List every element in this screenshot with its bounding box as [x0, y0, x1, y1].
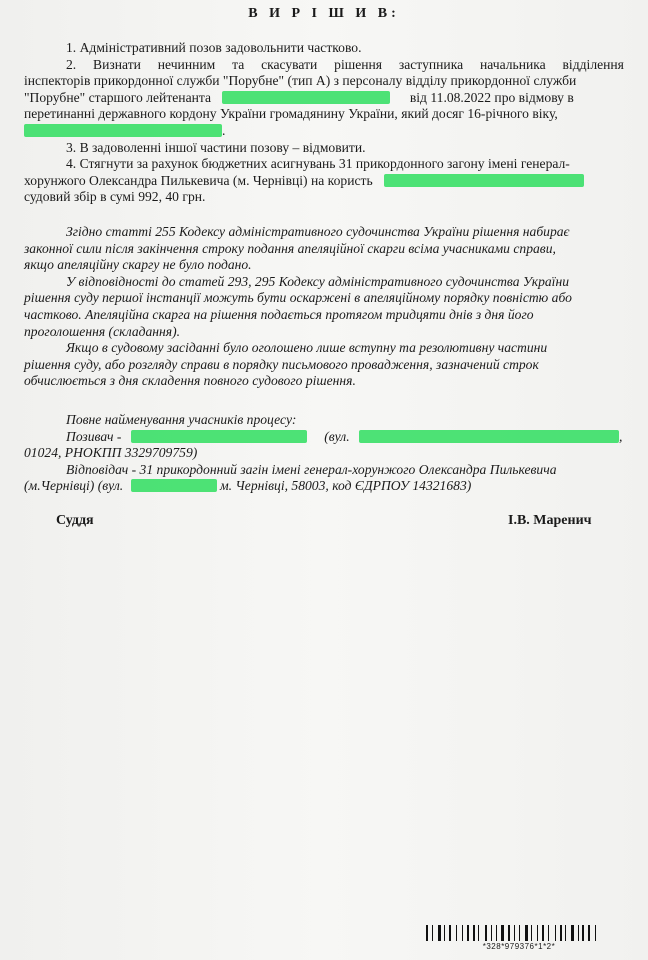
- barcode-bar: [456, 925, 457, 941]
- redaction-plaintiff-name: [131, 430, 307, 443]
- barcode-bar: [514, 925, 515, 941]
- barcode-bar: [597, 925, 598, 941]
- barcode-bar: [488, 925, 489, 941]
- barcode-bar: [476, 925, 477, 941]
- barcode-bar: [529, 925, 530, 941]
- notice-p3-line-3: обчислюється з дня складення повного судового рішення.: [24, 373, 356, 389]
- barcode-bar: [434, 925, 436, 941]
- barcode-bar: [555, 925, 556, 941]
- barcode-bar: [586, 925, 587, 941]
- barcode-bar: [548, 925, 549, 941]
- decision-item-2-line-3: "Порубне" старшого лейтенанта від 11.08.2022 про відмову в: [24, 89, 574, 105]
- decision-items: [24, 40, 624, 206]
- barcode-bar: [481, 925, 484, 941]
- participants-heading: Повне найменування учасників процесу:: [66, 412, 297, 427]
- barcode-bar: [493, 925, 495, 941]
- notice-p2-line-1: У відповідності до статей 293, 295 Кодексу адміністративного судочинства України: [66, 273, 569, 289]
- redaction-officer-name: [222, 91, 390, 104]
- redaction-plaintiff-address: [359, 430, 619, 443]
- barcode-bar: [438, 925, 441, 941]
- barcode-bar: [534, 925, 536, 941]
- plaintiff-line-2: 01024, РНОКПП 3329709759): [24, 445, 198, 461]
- barcode-bar: [452, 925, 454, 941]
- barcode-bar: [591, 925, 593, 941]
- appeal-notice: [24, 224, 624, 390]
- decision-title: В И Р І Ш И В:: [248, 6, 400, 21]
- decision-item-3: 3. В задоволенні іншої частини позову – відмовити.: [66, 139, 366, 155]
- signature-role: Суддя: [56, 513, 94, 528]
- barcode-bar: [449, 925, 451, 941]
- barcode-bar: [473, 925, 475, 941]
- barcode-bar: [563, 925, 564, 941]
- barcode-bar: [447, 925, 448, 941]
- decision-item-4-line-2: хорунжого Олександра Пилькевича (м. Чернівці) на користь: [24, 173, 624, 190]
- barcode-bar: [508, 925, 510, 941]
- notice-p2-line-4: проголошення (складання).: [24, 323, 181, 339]
- redaction-recipient-name: [384, 174, 584, 187]
- judge-name: І.В. Маренич: [508, 513, 592, 528]
- notice-p1-line-1: Згідно статті 255 Кодексу адміністративного судочинства України рішення набирає: [66, 224, 570, 239]
- barcode-bar: [595, 925, 596, 941]
- decision-item-4-line-1: 4. Стягнути за рахунок бюджетних асигнувань 31 прикордонного загону імені генерал-: [66, 156, 570, 172]
- barcode-bar: [582, 925, 584, 941]
- barcode-bar: [525, 925, 528, 941]
- participants: [24, 412, 624, 495]
- notice-p1-line-3: якщо апеляційну скаргу не було подано.: [24, 257, 252, 273]
- notice-p2-line-3: частково. Апеляційна скарга на рішення подається протягом тридцяти днів з дня його: [24, 306, 534, 322]
- barcode-bar: [432, 925, 433, 941]
- barcode-bar: [560, 925, 562, 941]
- barcode-bar: [537, 925, 538, 941]
- barcode-bar: [505, 925, 506, 941]
- decision-item-4-line-3: судовий збір в сумі 992, 40 грн.: [24, 189, 206, 205]
- barcode-bar: [478, 925, 479, 941]
- barcode-bar: [588, 925, 590, 941]
- notice-p3-line-1: Якщо в судовому засіданні було оголошено лише вступну та резолютивну частини: [66, 340, 548, 356]
- barcode-bar: [467, 925, 469, 941]
- barcode-bar: [430, 925, 431, 941]
- barcode-bar: [545, 925, 547, 941]
- barcode-bar: [557, 925, 558, 941]
- barcode-bar: [531, 925, 532, 941]
- barcode-text: *328*979376*1*2*: [482, 942, 556, 951]
- barcode-bar: [426, 925, 428, 941]
- barcode-bar: [462, 925, 463, 941]
- barcode-bar: [458, 925, 461, 941]
- defendant-line-2: (м.Чернівці) (вул. м. Чернівці, 58003, код ЄДРПОУ 14321683): [24, 478, 472, 494]
- barcode-bar: [539, 925, 540, 941]
- barcode-bar: [580, 925, 581, 941]
- barcode-bar: [444, 925, 445, 941]
- decision-item-2-line-5: .: [24, 123, 624, 140]
- barcode-bar: [465, 925, 466, 941]
- decision-item-2-line-2: інспекторів прикордонної служби "Порубне" (тип А) з персоналу відділу прикордонної служби: [24, 73, 577, 89]
- barcode-bar: [521, 925, 523, 941]
- barcode-bar: [511, 925, 513, 941]
- barcode-bar: [501, 925, 504, 941]
- barcode-bar: [578, 925, 579, 941]
- notice-p1-line-2: законної сили після закінчення строку подання апеляційної скарги всіма учасниками справи,: [24, 240, 556, 256]
- barcode-bar: [470, 925, 471, 941]
- decision-item-1: 1. Адміністративний позов задовольнити частково.: [66, 40, 362, 55]
- barcode-bar: [571, 925, 574, 941]
- barcode-bar: [491, 925, 492, 941]
- barcode-bar: [575, 925, 576, 941]
- redaction-defendant-street: [131, 479, 217, 492]
- decision-item-2-line-1: 2. Визнати нечинним та скасувати рішення заступника начальника відділення: [66, 56, 624, 72]
- barcode-bar: [485, 925, 487, 941]
- decision-item-2-line-4: перетинанні державного кордону України громадянину України, який досяг 16-річного віку,: [24, 106, 558, 122]
- barcode-bar: [517, 925, 518, 941]
- barcode-bar: [542, 925, 544, 941]
- barcode-bar: [551, 925, 554, 941]
- barcode-bar: [568, 925, 570, 941]
- defendant-line-1: Відповідач - 31 прикордонний загін імені генерал-хорунжого Олександра Пилькевича: [66, 461, 557, 477]
- barcode-bar: [442, 925, 443, 941]
- notice-p2-line-2: рішення суду першої інстанції можуть бути оскаржені в апеляційному порядку повністю або: [24, 290, 572, 306]
- barcode-bar: [496, 925, 497, 941]
- barcode-bar: [565, 925, 566, 941]
- plaintiff-line-1: Позивач - (вул. ,: [66, 428, 623, 444]
- notice-p3-line-2: рішення суду, або розгляду справи в порядку письмового провадження, зазначений строк: [24, 356, 539, 372]
- redaction-citizen-name: [24, 124, 222, 137]
- barcode: [426, 925, 612, 957]
- barcode-bar: [519, 925, 520, 941]
- barcode-bar: [499, 925, 500, 941]
- barcode-bars: [426, 925, 612, 941]
